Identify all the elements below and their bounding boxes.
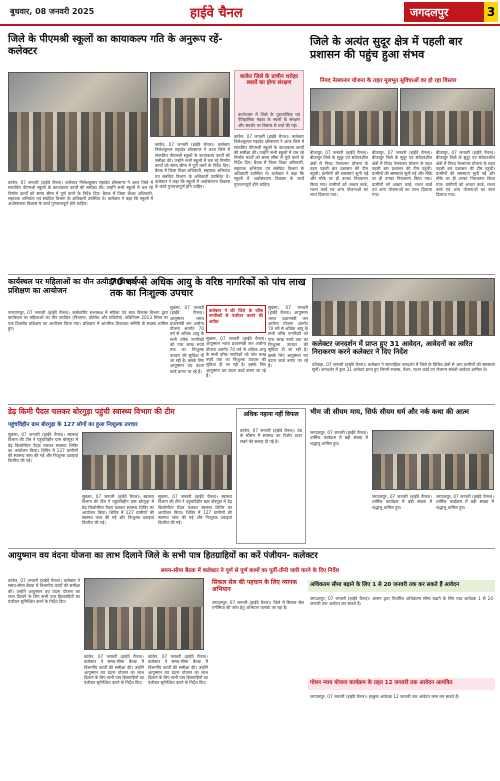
story1-body: कांकेर, 07 जनवरी (हाईवे चैनल)। कलेक्टर निलेशकुमार महादेव क्षीरसागर ने आज जिले में संचालित पीएमश्री स्कूलों के कायाकल्प कार्यों की समीक्षा की। उन्होंने सभी स्कूलों में चल रहे निर्माण कार्यों को समय सीमा में पूर्ण करने के निर्देश दिए। बैठक में जिला शिक्षा अधिकारी, सहायक अभियंता एवं संबंधित विभाग के अधिकारी उपस्थित थे। कलेक्टर ने कहा कि स्कूलों में अधोसंरचना विकास के कार्य गुणवत्तापूर्ण होने चाहिए। (8, 180, 153, 207)
masthead (0, 0, 500, 26)
story9-body-col2: जगदलपुर, 07 जनवरी (हाईवे चैनल)। धार्मिक कार्यक्रम में बड़ी संख्या में श्रद्धालु शामिल हुए। (372, 494, 432, 510)
story1-headline: जिले के पीएमश्री स्कूलों का कायाकल्प गति के अनुरूप रहें- कलेक्टर (8, 34, 223, 57)
story8-body: कांकेर, 07 जनवरी (हाईवे चैनल)। ठंड के मौसम में स्वास्थ्य का विशेष ध्यान रखने की सलाह दी गई है। (240, 428, 302, 444)
divider-row2 (8, 404, 495, 405)
masthead-rule (0, 24, 500, 26)
story9-headline: भीम जी सीयम माय, सिर्फ सीयम धर्म और नर्क कथा की आत्म (310, 408, 469, 416)
story4-headline: कार्यस्थल पर महिलाओं का यौन उत्पीड़न विषय पर प्रशिक्षण का आयोजन (8, 277, 144, 295)
story1-photo (8, 72, 148, 172)
story1-photo-2 (150, 72, 230, 137)
story3-body: बीजापुर, 07 जनवरी (हाईवे चैनल)। बीजापुर जिले के सुदूर एवं संवेदनशील क्षेत्रों में नियद नेल्लानार योजना के तहत पहली बार प्रशासन की टीम पहुंची। ग्रामीणों की समस्याएं सुनी गईं और मौके पर ही उनका निराकरण किया गया। ग्रामीणों को आधार कार्ड, राशन कार्ड एवं अन्य योजनाओं का लाभ दिलाया गया। (310, 150, 368, 198)
story7-body-col3: सुकमा, 07 जनवरी (हाईवे चैनल)। स्वास्थ्य विभाग की टीम ने पहुंचविहीन ग्राम बोरगुड़ा में डेढ़ किलोमीटर पैदल चलकर स्वास्थ्य शिविर का आयोजन किया। शिविर में 127 ग्रामीणों की स्वास्थ्य जांच की गई और निःशुल्क दवाइयां वितरित की गईं। (158, 494, 232, 526)
story10-photo (84, 578, 204, 650)
story8-headline: अधिक नहाना नहीं विफल (243, 411, 299, 418)
story3-photo (310, 88, 398, 146)
story10-body: कांकेर, 07 जनवरी (हाईवे चैनल)। कलेक्टर ने समय-सीमा बैठक में विभागीय कार्यों की समीक्षा की। उन्होंने आयुष्मान वय वंदना योजना का लाभ दिलाने के लिए सभी पात्र हितग्राहियों का पंजीयन सुनिश्चित करने के निर्देश दिए। (8, 578, 80, 605)
newspaper-title: हाईवे चैनल (190, 6, 243, 21)
story5-body: सुकमा, 07 जनवरी (हाईवे चैनल)। आयुष्मान भारत प्रधानमंत्री जन आरोग्य योजना अंतर्गत 70 वर्ष से अधिक आयु के सभी वरिष्ठ नागरिकों को पांच लाख रुपये तक का निःशुल्क उपचार की सुविधा दी जा रही है। इसके लिए आयुष्मान वय वंदना कार्ड बनाए जा रहे हैं। (170, 305, 204, 374)
city-label: जगदलपुर (404, 2, 484, 22)
story2-body: कार्यशाला में जिले के पुरातात्विक एवं ऐतिहासिक महत्व के स्थलों के संरक्षण और संवर्धन पर विस्तार से चर्चा की गई। (238, 112, 300, 128)
story3-headline: जिले के अत्यंत सुदूर क्षेत्र में पहली बार प्रशासन की पहुंच हुआ संभव (310, 35, 463, 61)
story5-body-col2: सुकमा, 07 जनवरी (हाईवे चैनल)। आयुष्मान भारत प्रधानमंत्री जन आरोग्य योजना अंतर्गत 70 वर्ष से अधिक आयु के सभी वरिष्ठ नागरिकों को पांच लाख रुपये तक का निःशुल्क उपचार की सुविधा दी जा रही है। इसके लिए आयुष्मान वय वंदना कार्ड बनाए जा रहे हैं। (206, 336, 266, 379)
story7-headline: डेढ़ किमी पैदल चलकर बोरगुड़ा पहुंची स्वास्थ्य विभाग की टीम (8, 407, 175, 416)
story11-body: जगदलपुर, 07 जनवरी (हाईवे चैनल)। जिले में सिकल सेल एनीमिया की जांच हेतु अभियान चलाया जा रहा है। (212, 600, 304, 611)
story5-body-col3: सुकमा, 07 जनवरी (हाईवे चैनल)। आयुष्मान भारत प्रधानमंत्री जन आरोग्य योजना अंतर्गत 70 वर्ष से अधिक आयु के सभी वरिष्ठ नागरिकों को पांच लाख रुपये तक का निःशुल्क उपचार की सुविधा दी जा रही है। इसके लिए आयुष्मान वय वंदना कार्ड बनाए जा रहे हैं। (268, 305, 308, 369)
story1-body-col2: कांकेर, 07 जनवरी (हाईवे चैनल)। कलेक्टर निलेशकुमार महादेव क्षीरसागर ने आज जिले में संचालित पीएमश्री स्कूलों के कायाकल्प कार्यों की समीक्षा की। उन्होंने सभी स्कूलों में चल रहे निर्माण कार्यों को समय सीमा में पूर्ण करने के निर्देश दिए। बैठक में जिला शिक्षा अधिकारी, सहायक अभियंता एवं संबंधित विभाग के अधिकारी उपस्थित थे। कलेक्टर ने कहा कि स्कूलों में अधोसंरचना विकास के कार्य गुणवत्तापूर्ण होने चाहिए। (155, 142, 230, 190)
story10-body-col3: कांकेर, 07 जनवरी (हाईवे चैनल)। कलेक्टर ने समय-सीमा बैठक में विभागीय कार्यों की समीक्षा की। उन्होंने आयुष्मान वय वंदना योजना का लाभ दिलाने के लिए सभी पात्र हितग्राहियों का पंजीयन सुनिश्चित करने के निर्देश दिए। (148, 654, 208, 686)
story7-subhead: पहुंचविहीन ग्राम बोरगुड़ा के 127 लोगों का हुआ निःशुल्क उपचार (8, 422, 138, 428)
page-number: 3 (484, 2, 498, 22)
divider-row3 (8, 548, 495, 549)
story3-photo-2 (400, 88, 495, 146)
story12-headline: अधिकतम सीमा बढ़ाने के लिए 1 से 20 जनवरी तक कर सकते हैं आवेदन (310, 582, 460, 588)
story13-headline: गोधन न्याय योजना कार्यक्रम के तहत 12 जनवरी तक आवेदन आमंत्रित (310, 680, 453, 686)
story2-headline: कांकेर जिले के प्राचीन धरोहर स्थलों का होगा संरक्षण (240, 74, 298, 87)
story12-body: जगदलपुर, 07 जनवरी (हाईवे चैनल)। शासन द्वारा निर्धारित अधिकतम सीमा बढ़ाने के लिए पात्र आवेदक 1 से 20 जनवरी तक आवेदन कर सकते हैं। (310, 596, 493, 607)
story3-body-col2: बीजापुर, 07 जनवरी (हाईवे चैनल)। बीजापुर जिले के सुदूर एवं संवेदनशील क्षेत्रों में नियद नेल्लानार योजना के तहत पहली बार प्रशासन की टीम पहुंची। ग्रामीणों की समस्याएं सुनी गईं और मौके पर ही उनका निराकरण किया गया। ग्रामीणों को आधार कार्ड, राशन कार्ड एवं अन्य योजनाओं का लाभ दिलाया गया। (372, 150, 432, 198)
story7-body-col2: सुकमा, 07 जनवरी (हाईवे चैनल)। स्वास्थ्य विभाग की टीम ने पहुंचविहीन ग्राम बोरगुड़ा में डेढ़ किलोमीटर पैदल चलकर स्वास्थ्य शिविर का आयोजन किया। शिविर में 127 ग्रामीणों की स्वास्थ्य जांच की गई और निःशुल्क दवाइयां वितरित की गईं। (82, 494, 154, 526)
story6-headline: कलेक्टर जनदर्शन में प्राप्त हुए 31 आवेदन, आवेदनों का त्वरित निराकरण करने कलेक्टर ने दिए निर्देश (312, 340, 473, 357)
story11-headline: सिकल सेल की पहचान के लिए व्यापक अभियान (212, 579, 298, 593)
story2-body-col: कांकेर, 07 जनवरी (हाईवे चैनल)। कलेक्टर निलेशकुमार महादेव क्षीरसागर ने आज जिले में संचालित पीएमश्री स्कूलों के कायाकल्प कार्यों की समीक्षा की। उन्होंने सभी स्कूलों में चल रहे निर्माण कार्यों को समय सीमा में पूर्ण करने के निर्देश दिए। बैठक में जिला शिक्षा अधिकारी, सहायक अभियंता एवं संबंधित विभाग के अधिकारी उपस्थित थे। कलेक्टर ने कहा कि स्कूलों में अधोसंरचना विकास के कार्य गुणवत्तापूर्ण होने चाहिए। (234, 134, 304, 187)
story7-body: सुकमा, 07 जनवरी (हाईवे चैनल)। स्वास्थ्य विभाग की टीम ने पहुंचविहीन ग्राम बोरगुड़ा में डेढ़ किलोमीटर पैदल चलकर स्वास्थ्य शिविर का आयोजन किया। शिविर में 127 ग्रामीणों की स्वास्थ्य जांच की गई और निःशुल्क दवाइयां वितरित की गईं। (8, 432, 78, 464)
story6-photo (312, 278, 495, 336)
story6-body: दंतेवाड़ा, 07 जनवरी (हाईवे चैनल)। कलेक्टर ने साप्ताहिक जनदर्शन में जिले के विभिन्न क्षेत्रों से आए ग्रामीणों की समस्याएं सुनीं। जनदर्शन में कुल 31 आवेदन प्राप्त हुए जिनमें राजस्व, पेंशन, राशन कार्ड एवं रोजगार संबंधी आवेदन शामिल थे। (312, 362, 495, 373)
story9-photo (372, 430, 494, 490)
story7-photo (82, 432, 232, 490)
story10-body-col2: कांकेर, 07 जनवरी (हाईवे चैनल)। कलेक्टर ने समय-सीमा बैठक में विभागीय कार्यों की समीक्षा की। उन्होंने आयुष्मान वय वंदना योजना का लाभ दिलाने के लिए सभी पात्र हितग्राहियों का पंजीयन सुनिश्चित करने के निर्देश दिए। (84, 654, 144, 686)
story9-body-col3: जगदलपुर, 07 जनवरी (हाईवे चैनल)। धार्मिक कार्यक्रम में बड़ी संख्या में श्रद्धालु शामिल हुए। (436, 494, 494, 510)
story5-box-text: कलेक्टर ने की जिले के वरिष्ठ नागरिकों से पंजीयन कराने की अपील (209, 308, 263, 324)
divider-row1 (8, 274, 495, 275)
issue-date: बुधवार, 08 जनवरी 2025 (10, 7, 95, 16)
story9-body: जगदलपुर, 07 जनवरी (हाईवे चैनल)। धार्मिक कार्यक्रम में बड़ी संख्या में श्रद्धालु शामिल हुए। (310, 430, 368, 446)
story3-body-col3: बीजापुर, 07 जनवरी (हाईवे चैनल)। बीजापुर जिले के सुदूर एवं संवेदनशील क्षेत्रों में नियद नेल्लानार योजना के तहत पहली बार प्रशासन की टीम पहुंची। ग्रामीणों की समस्याएं सुनी गईं और मौके पर ही उनका निराकरण किया गया। ग्रामीणों को आधार कार्ड, राशन कार्ड एवं अन्य योजनाओं का लाभ दिलाया गया। (436, 150, 495, 198)
story4-body: नारायणपुर, 07 जनवरी (हाईवे चैनल)। कलेक्टोरेट सभाकक्ष में महिला एवं बाल विकास विभाग द्वारा कार्यस्थल पर महिलाओं का यौन उत्पीड़न (निवारण, प्रतिषेध और प्रतितोष) अधिनियम 2013 विषय पर एक दिवसीय प्रशिक्षण का आयोजन किया गया। प्रशिक्षण में आंतरिक शिकायत समिति के सदस्य शामिल हुए। (8, 310, 168, 331)
story3-subhead: नियद नेल्लानार योजना के तहत मूलभूत सुविधाओं का हो रहा विस्तार (320, 78, 457, 84)
story10-subhead: समय-सीमा बैठक में कलेक्टर ने पूर्ण से पूर्ण कामों का पूर्ती-तीनी जारी करने के दिए निर्देश (160, 568, 340, 574)
story10-headline: आयुष्मान वय वंदना योजना का लाभ दिलाने जिले के सभी पात्र हितग्राहियों का करें पंजीयन- कलेक्टर (8, 551, 318, 561)
story13-body: जगदलपुर, 07 जनवरी (हाईवे चैनल)। इच्छुक आवेदक 12 जनवरी तक आवेदन जमा कर सकते हैं। (310, 694, 460, 699)
story5-headline: 70 वर्ष से अधिक आयु के वरिष्ठ नागरिकों को पांच लाख तक का निःशुल्क उपचार (110, 277, 306, 299)
